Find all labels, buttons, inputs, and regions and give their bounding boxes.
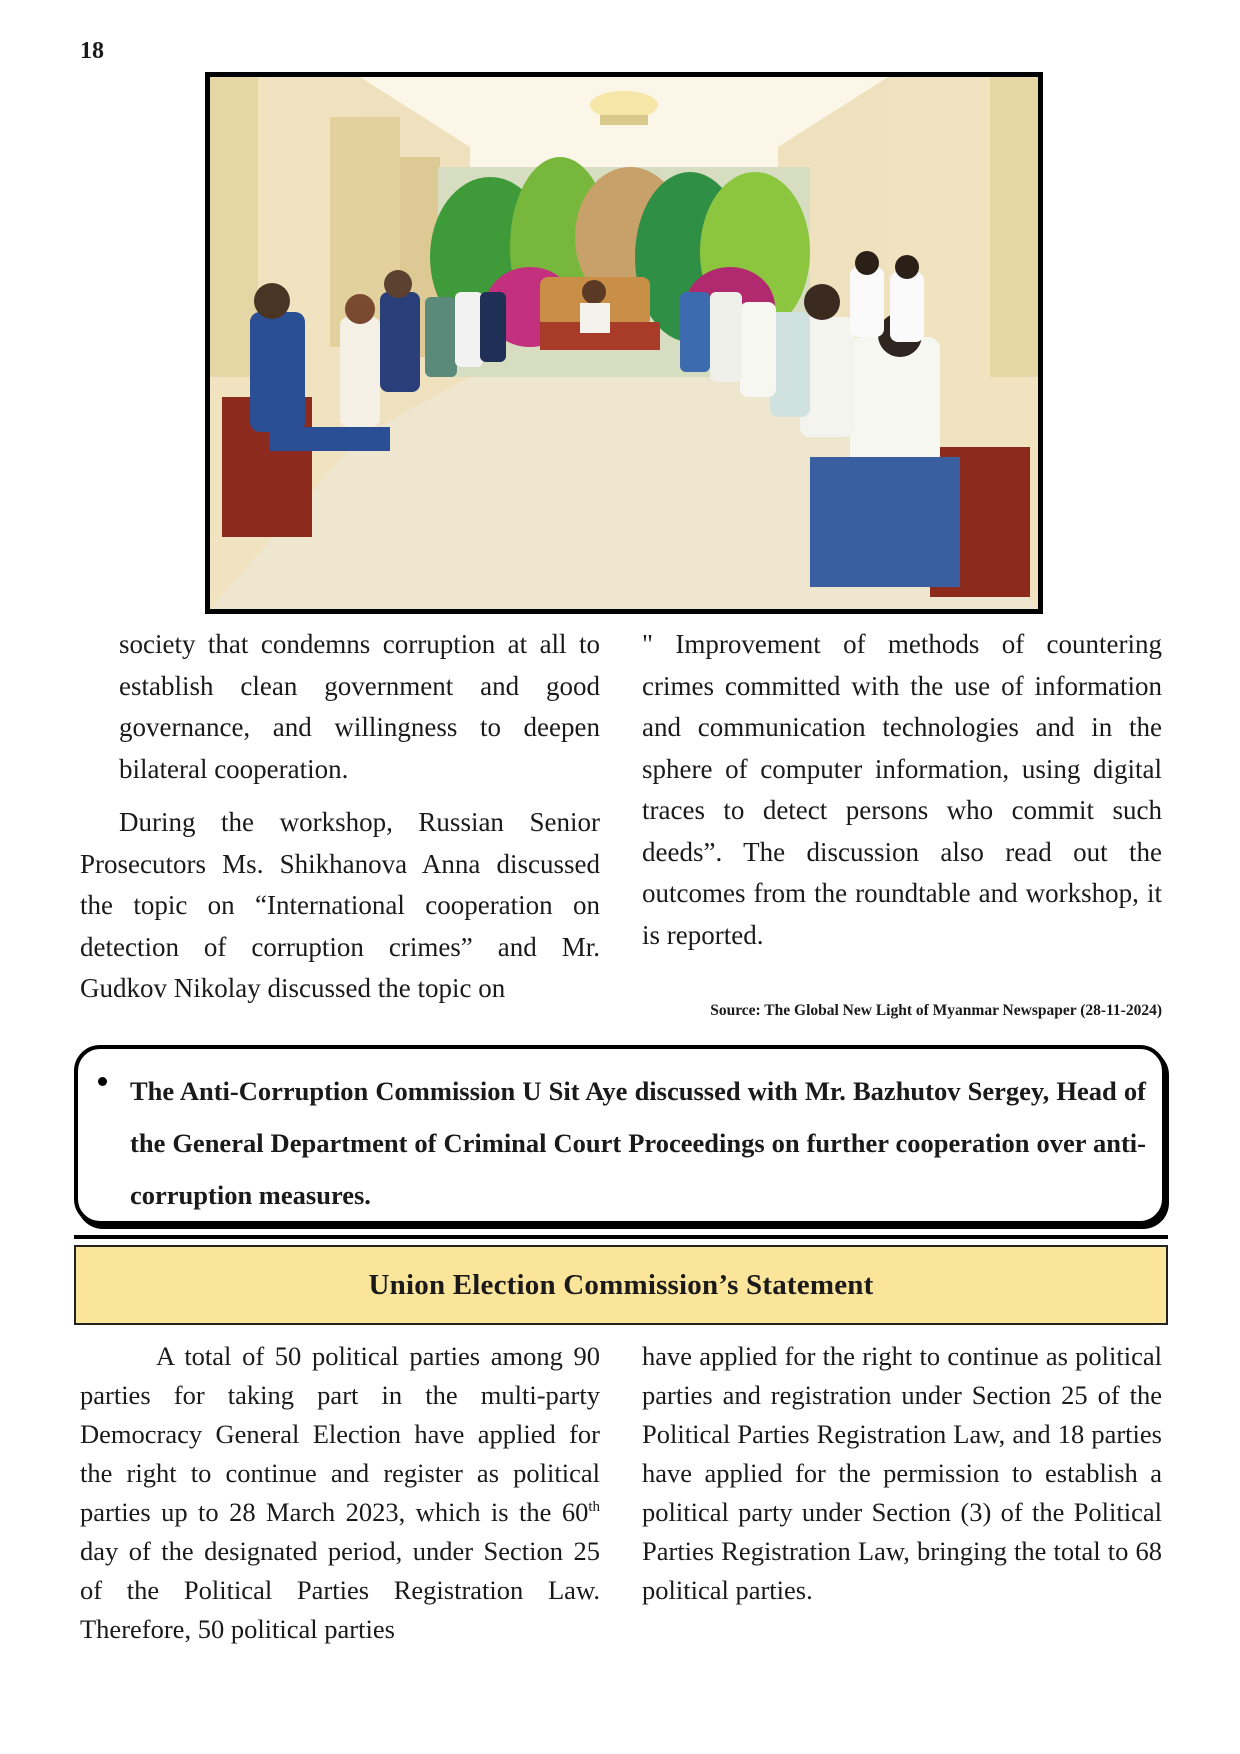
section-heading [74, 1245, 1168, 1325]
statement-left-column [80, 1337, 600, 1649]
article-left-column [80, 624, 600, 1010]
page-number: 18 [80, 38, 104, 64]
ordinal-suffix: th [588, 1499, 600, 1516]
statement-text-a: A total of 50 political parties among 90 parties for taking part in the multi-party Democracy General Election have applied for the right to continue and register as political parties up to 28 March 2023, which is the 60 [80, 1341, 600, 1527]
meeting-room-illustration [210, 77, 1038, 609]
article-paragraph: During the workshop, Russian Senior Prosecutors Ms. Shikhanova Anna discussed the topic on “International cooperation on detection of corruption crimes” and Mr. Gudkov Nikolay discussed the topic on [80, 807, 600, 1003]
article-right-column [642, 624, 1162, 956]
highlight-box [74, 1045, 1166, 1225]
statement-text-b: day of the designated period, under Section 25 of the Political Parties Registration Law. Therefore, 50 political parties [80, 1536, 600, 1644]
statement-paragraph: have applied for the right to continue as political parties and registration under Section 25 of the Political Parties Registration Law, and 18 parties have applied for the permission to establish a political party under Section (3) of the Political Parties Registration Law, bringing the total to 68 political parties. [642, 1341, 1162, 1605]
section-divider [74, 1235, 1168, 1239]
bullet-icon [98, 1077, 107, 1086]
statement-right-column [642, 1337, 1162, 1610]
article-paragraph: society that condemns corruption at all to establish clean government and good governance, and willingness to deepen bilateral cooperation. [119, 629, 600, 784]
statement-paragraph [80, 1337, 600, 1649]
section-title: Union Election Commission’s Statement [368, 1268, 874, 1301]
meeting-photo [205, 72, 1043, 614]
highlight-text: The Anti-Corruption Commission U Sit Aye discussed with Mr. Bazhutov Sergey, Head of the General Department of Criminal Court Proceedings on further cooperation over anti-corruption measures. [130, 1076, 1146, 1210]
source-citation: Source: The Global New Light of Myanmar Newspaper (28-11-2024) [710, 1002, 1162, 1019]
article-paragraph: " Improvement of methods of countering crimes committed with the use of information and communication technologies and in the sphere of computer information, using digital traces to detect persons who commit such deeds”. The discussion also read out the outcomes from the roundtable and workshop, it is reported. [642, 629, 1162, 950]
